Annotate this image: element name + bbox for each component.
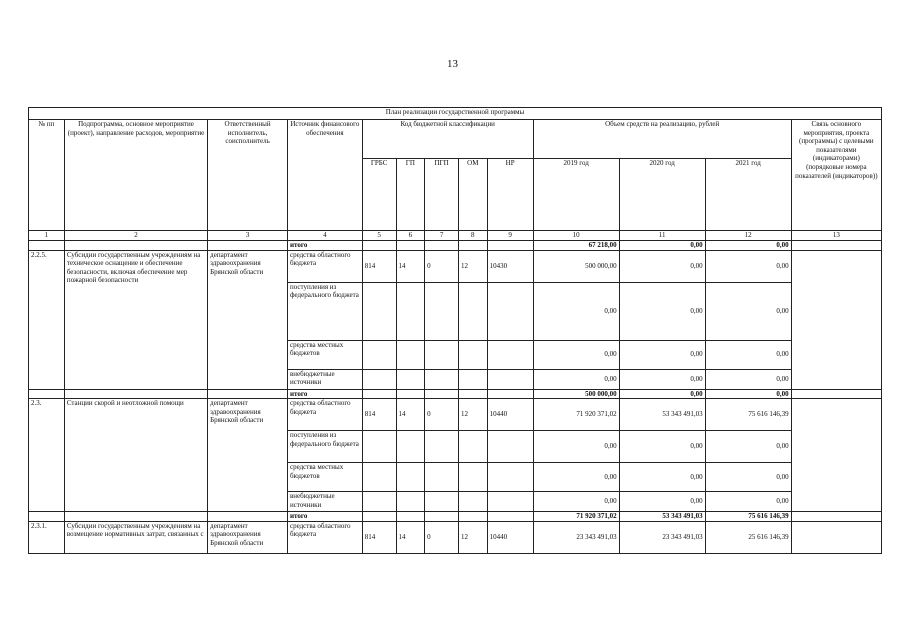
col-number: 13	[791, 231, 881, 241]
total-label: итого	[288, 241, 363, 251]
source-label: внебюджетные источники	[288, 369, 363, 389]
kbk-gp: 14	[396, 521, 425, 553]
total-2021: 75 616 146,39	[705, 512, 791, 522]
value-2021: 0,00	[705, 282, 791, 340]
value-2019: 0,00	[533, 463, 619, 492]
value-2020: 53 343 491,03	[619, 399, 705, 431]
indicator-link	[791, 250, 881, 389]
indicator-link	[791, 399, 881, 512]
kbk-grbs: 814	[362, 521, 396, 553]
value-2020: 0,00	[619, 492, 705, 512]
source-label: поступления из федерального бюджета	[288, 431, 363, 463]
total-2019: 67 218,00	[533, 241, 619, 251]
table-title: План реализации государственной программы	[29, 108, 882, 120]
col-number: 3	[208, 231, 288, 241]
value-2020: 0,00	[619, 340, 705, 369]
col-number: 5	[362, 231, 396, 241]
item-executor: департамент здравоохранения Брянской области	[208, 250, 288, 389]
value-2021: 0,00	[705, 340, 791, 369]
header-year-2021: 2021 год	[705, 159, 791, 231]
item-name: Субсидии государственным учреждениям на возмещение нормативных затрат, связанных с	[64, 521, 207, 553]
kbk-gp: 14	[396, 250, 425, 282]
item-executor: департамент здравоохранения Брянской области	[208, 521, 288, 553]
value-2021: 0,00	[705, 463, 791, 492]
header-executor: Ответственный исполнитель, соисполнитель	[208, 120, 288, 231]
kbk-np: 10440	[487, 521, 533, 553]
col-number: 10	[533, 231, 619, 241]
value-2019: 0,00	[533, 369, 619, 389]
total-row	[29, 241, 882, 251]
kbk-np: 10440	[487, 399, 533, 431]
item-number: 2.3.1.	[29, 521, 65, 553]
kbk-gp: 14	[396, 399, 425, 431]
kbk-pgp: 0	[425, 399, 459, 431]
page-number: 13	[447, 58, 458, 70]
col-number: 4	[288, 231, 363, 241]
item-executor: департамент здравоохранения Брянской области	[208, 399, 288, 512]
header-year-2020: 2020 год	[619, 159, 705, 231]
value-2019: 0,00	[533, 340, 619, 369]
header-num: № пп	[29, 120, 65, 231]
kbk-pgp: 0	[425, 250, 459, 282]
item-number: 2.3.	[29, 399, 65, 512]
value-2021: 75 616 146,39	[705, 399, 791, 431]
header-kbk: Код бюджетной классификации	[362, 120, 533, 159]
value-2019: 500 000,00	[533, 250, 619, 282]
kbk-pgp: 0	[425, 521, 459, 553]
header-link: Связь основного мероприятия, проекта (программы) с целевыми показателями (индикаторами) (порядковые номера показателей (индикаторов))	[791, 120, 881, 231]
header-gp: ГП	[396, 159, 425, 231]
total-row	[29, 389, 882, 399]
value-2019: 0,00	[533, 492, 619, 512]
table-row	[29, 521, 882, 553]
kbk-om: 12	[458, 399, 487, 431]
value-2019: 71 920 371,02	[533, 399, 619, 431]
kbk-grbs: 814	[362, 399, 396, 431]
value-2020: 0,00	[619, 463, 705, 492]
source-label: внебюджетные источники	[288, 492, 363, 512]
col-number: 9	[487, 231, 533, 241]
value-2021: 0,00	[705, 431, 791, 463]
total-2021: 0,00	[705, 389, 791, 399]
kbk-grbs: 814	[362, 250, 396, 282]
kbk-om: 12	[458, 250, 487, 282]
value-2020: 0,00	[619, 250, 705, 282]
total-label: итого	[288, 512, 363, 522]
header-np: НР	[487, 159, 533, 231]
total-2021: 0,00	[705, 241, 791, 251]
col-number: 6	[396, 231, 425, 241]
header-source: Источник финансового обеспечения	[288, 120, 363, 231]
table-row	[29, 250, 882, 282]
indicator-link	[791, 521, 881, 553]
header-grbs: ГРБС	[362, 159, 396, 231]
source-label: средства областного бюджета	[288, 250, 363, 282]
column-number-row	[29, 231, 882, 241]
col-number: 2	[64, 231, 207, 241]
value-2020: 0,00	[619, 369, 705, 389]
source-label: средства местных бюджетов	[288, 463, 363, 492]
header-volume: Объем средств на реализацию, рублей	[533, 120, 791, 159]
total-label: итого	[288, 389, 363, 399]
col-number: 11	[619, 231, 705, 241]
source-label: средства областного бюджета	[288, 521, 363, 553]
item-name: Станции скорой и неотложной помощи	[64, 399, 207, 512]
value-2019: 0,00	[533, 282, 619, 340]
value-2021: 25 616 146,39	[705, 521, 791, 553]
col-number: 8	[458, 231, 487, 241]
item-name: Субсидии государственным учреждениям на техническое оснащение и обеспечение безопасности, включая обеспечение мер пожарной безопасности	[64, 250, 207, 389]
total-2019: 500 000,00	[533, 389, 619, 399]
value-2021: 0,00	[705, 492, 791, 512]
value-2019: 23 343 491,03	[533, 521, 619, 553]
total-2019: 71 920 371,02	[533, 512, 619, 522]
source-label: поступления из федерального бюджета	[288, 282, 363, 340]
value-2020: 0,00	[619, 282, 705, 340]
col-number: 1	[29, 231, 65, 241]
total-2020: 53 343 491,03	[619, 512, 705, 522]
col-number: 12	[705, 231, 791, 241]
value-2020: 23 343 491,03	[619, 521, 705, 553]
total-2020: 0,00	[619, 241, 705, 251]
col-number: 7	[425, 231, 459, 241]
header-year-2019: 2019 год	[533, 159, 619, 231]
kbk-np: 10430	[487, 250, 533, 282]
total-row	[29, 512, 882, 522]
value-2021: 0,00	[705, 250, 791, 282]
plan-table	[28, 107, 882, 554]
total-2020: 0,00	[619, 389, 705, 399]
source-label: средства областного бюджета	[288, 399, 363, 431]
header-pgp: ПГП	[425, 159, 459, 231]
value-2021: 0,00	[705, 369, 791, 389]
item-number: 2.2.5.	[29, 250, 65, 389]
value-2020: 0,00	[619, 431, 705, 463]
table-row	[29, 399, 882, 431]
header-program: Подпрограмма, основное мероприятие (проект), направление расходов, мероприятие	[64, 120, 207, 231]
source-label: средства местных бюджетов	[288, 340, 363, 369]
kbk-om: 12	[458, 521, 487, 553]
value-2019: 0,00	[533, 431, 619, 463]
header-om: ОМ	[458, 159, 487, 231]
